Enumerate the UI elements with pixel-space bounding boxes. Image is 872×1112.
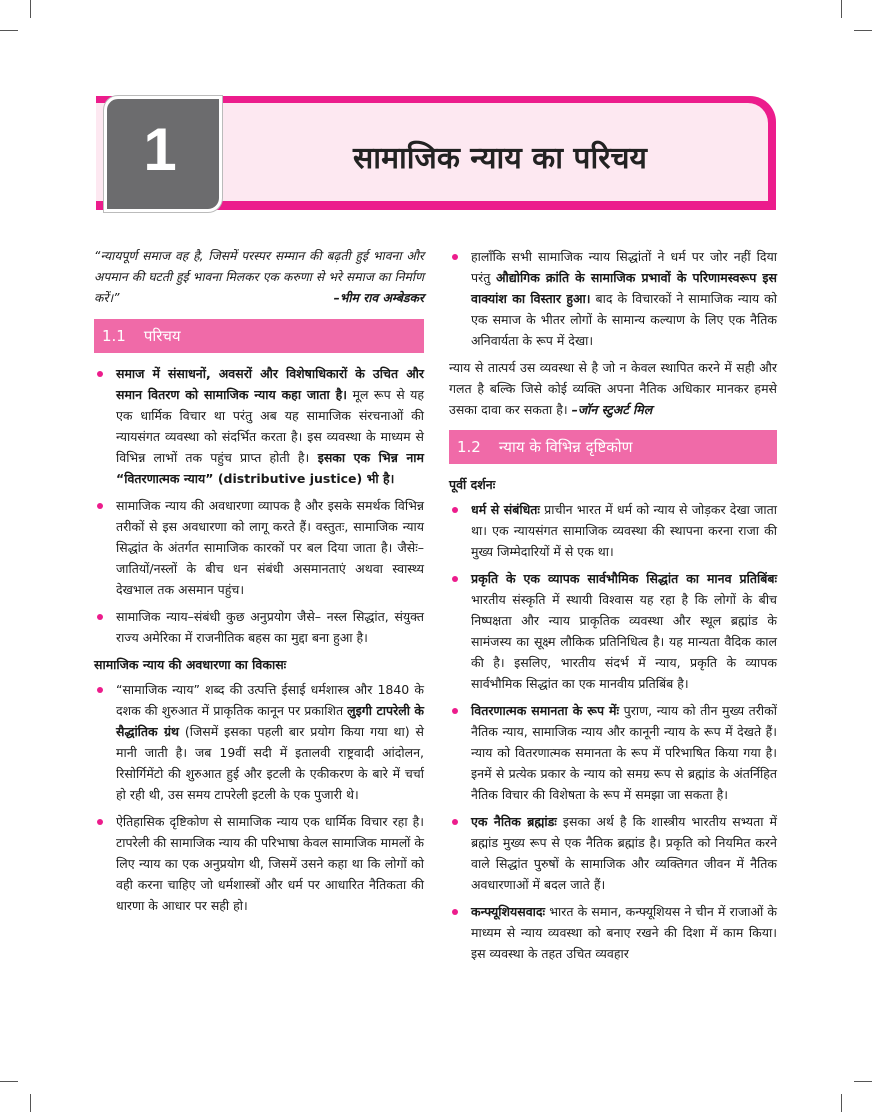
bullet-bold: औद्योगिक क्रांति के सामाजिक प्रभावों के परिणामस्वरूप इस वाक्यांश का विस्तार हुआ।: [471, 270, 778, 306]
bullet-text: प्राचीन भारत में धर्म को न्याय से जोड़कर देखा जाता था। एक न्यायसंगत सामाजिक व्यवस्था की स्थापना करना राजा की मुख्य जिम्मेदारियों में से एक था।: [471, 502, 777, 559]
quote-text: “न्यायपूर्ण समाज वह है, जिसमें परस्पर सम्मान की बढ़ती हुई भावना और अपमान की घटती हुई भावना मिलकर एक करुणा से भरे समाज का निर्माण करें।”: [94, 249, 424, 305]
crop-mark: [0, 1081, 18, 1082]
bullet-bold: धर्म से संबंधितः: [471, 502, 540, 517]
bullet-text: भारतीय संस्कृति में स्थायी विश्वास यह रहा है कि लोगों के बीच निष्पक्षता और न्याय प्राकृतिक व्यवस्था और स्थूल ब्रह्मांड के सामंजस्य का सूक्ष्म लौकिक प्रतिनिधित्व है। यह मान्यता वैदिक काल की है। इसलिए, भारतीय संदर्भ में न्याय, प्रकृति के व्यापक सार्वभौमिक सिद्धांत का एक मानवीय प्रतिबिंब है।: [471, 592, 777, 691]
section-number: 1.2: [457, 438, 481, 456]
right-column: [449, 246, 777, 970]
list-item: [449, 568, 777, 694]
section-title: न्याय के विभिन्न दृष्टिकोण: [498, 438, 633, 456]
bullet-text: मूल रूप से यह एक धार्मिक विचार था परंतु अब यह सामाजिक संरचनाओं की न्यायसंगत व्यवस्था को संदर्भित करता है। इस व्यवस्था के माध्यम से विभिन्न लाभों तक पहुंच प्राप्त होती है।: [116, 387, 424, 465]
chapter-number: 1: [143, 116, 177, 183]
bullet-bold: लुइगी टापरेली के सैद्धांतिक ग्रंथ: [116, 703, 424, 739]
epigraph-quote: [94, 246, 424, 309]
crop-mark: [854, 1081, 872, 1082]
section-heading-approaches: [449, 430, 777, 464]
quote-text: न्याय से तात्पर्य उस व्यवस्था से है जो न केवल स्थापित करने में सही और गलत है बल्कि जिसे कोई व्यक्ति अपना नैतिक अधिकार मानकर हमसे उसका दावा कर सकता है।: [449, 360, 777, 417]
quote-author: –भीम राव अम्बेडकर: [333, 291, 424, 305]
bullet-text: पुराण, न्याय को तीन मुख्य तरीकों नैतिक न्याय, सामाजिक न्याय और कानूनी न्याय के रूप में देखते हैं। न्याय को वितरणात्मक समानता के रूप में परिभाषित किया गया है। इनमें से प्रत्येक प्रकार के न्याय को समग्र रूप से ब्रह्मांड के अंतर्निहित नैतिक विचार की विशेषता के रूप में समझा जा सकता है।: [471, 703, 777, 802]
chapter-title: सामाजिक न्याय का परिचय: [353, 141, 647, 176]
crop-mark: [841, 1094, 842, 1112]
list-item: [94, 679, 424, 805]
crop-mark: [841, 0, 842, 18]
bullet-bold: प्रकृति के एक व्यापक सार्वभौमिक सिद्धांत का मानव प्रतिबिंबः: [471, 571, 777, 586]
bullet-bold: कन्फ्यूशियसवादः: [471, 904, 546, 919]
section-heading-intro: [94, 319, 424, 353]
list-item: [94, 363, 424, 489]
bullet-text: सामाजिक न्याय की अवधारणा व्यापक है और इसके समर्थक विभिन्न तरीकों से इस अवधारणा को लागू करते हैं। वस्तुतः, सामाजिक न्याय सिद्धांत के अंतर्गत सामाजिक कारकों पर बल दिया जाता है। जैसेः– जातियों/नस्लों के बीच धन संबंधी असमानताएं अथवा स्वास्थ्य देखभाल तक असमान पहुंच।: [116, 498, 424, 597]
section-title: परिचय: [143, 327, 181, 345]
list-item: [449, 499, 777, 562]
bullet-text: “सामाजिक न्याय” शब्द की उत्पत्ति ईसाई धर्मशास्त्र और 1840 के दशक की शुरुआत में प्राकृतिक कानून पर प्रकाशित: [116, 682, 424, 718]
bullet-text: भारत के समान, कन्फ्यूशियस ने चीन में राजाओं के माध्यम से न्याय व्यवस्था को बनाए रखने की दिशा में काम किया। इस व्यवस्था के तहत उचित व्यवहार: [471, 904, 777, 961]
list-item: [449, 246, 777, 351]
subheading: पूर्वी दर्शनः: [449, 477, 496, 492]
bullet-bold: वितरणात्मक समानता के रूप मेंः: [471, 703, 620, 718]
bullet-text: सामाजिक न्याय–संबंधी कुछ अनुप्रयोग जैसे– नस्ल सिद्धांत, संयुक्त राज्य अमेरिका में राजनीतिक बहस का मुद्दा बना हुआ है।: [116, 609, 424, 645]
bullet-text: हालाँकि सभी सामाजिक न्याय सिद्धांतों ने धर्म पर जोर नहीं दिया परंतु: [471, 249, 777, 285]
crop-mark: [0, 30, 18, 31]
list-item: [94, 811, 424, 916]
list-item: [94, 495, 424, 600]
bullet-bold: समाज में संसाधनों, अवसरों और विशेषाधिकारों के उचित और समान वितरण को सामाजिक न्याय कहा जाता है।: [116, 366, 424, 402]
quote-author: –जॉन स्टुअर्ट मिल: [571, 402, 653, 417]
bullet-text: इसका अर्थ है कि शास्त्रीय भारतीय सभ्यता में ब्रह्मांड मुख्य रूप से एक नैतिक ब्रह्मांड है। प्रकृति को नियमित करने वाले सिद्धांत पुरुषों के सामाजिक और व्यक्तिगत जीवन में नैतिक अवधारणाओं में बदल जाते हैं।: [471, 814, 778, 892]
quote-block: [449, 357, 777, 420]
bullet-text: बाद के विचारकों ने सामाजिक न्याय को एक समाज के भीतर लोगों के सामान्य कल्याण के लिए एक नैतिक अनिवार्यता के रूप में देखा।: [471, 291, 777, 348]
crop-mark: [30, 1094, 31, 1112]
bullet-text: ऐतिहासिक दृष्टिकोण से सामाजिक न्याय एक धार्मिक विचार रहा है। टापरेली की सामाजिक न्याय की परिभाषा केवल सामाजिक मामलों के लिए न्याय का एक अनुप्रयोग थी, जिसमें उसने कहा था कि लोगों को वही करना चाहिए जो धर्मशास्त्रों और धर्म पर आधारित नैतिकता की धारणा के आधार पर सही हो।: [116, 814, 424, 913]
list-item: [449, 700, 777, 805]
bullet-bold: एक नैतिक ब्रह्मांडः: [471, 814, 557, 829]
bullet-text: (जिसमें इसका पहली बार प्रयोग किया गया था) से मानी जाती है। जब 19वीं सदी में इतालवी राष्ट्रवादी आंदोलन, रिसोर्गिमेंटो की शुरुआत हुई और इटली के एकीकरण के बारे में चर्चा हो रही थी, उस समय टापरेली इटली के एक पुजारी थे।: [116, 724, 424, 802]
crop-mark: [854, 30, 872, 31]
list-item: [449, 811, 777, 895]
left-column: [94, 246, 424, 922]
bullet-bold: इसका एक भिन्न नाम “वितरणात्मक न्याय” (distributive justice) भी है।: [116, 450, 424, 486]
crop-mark: [30, 0, 31, 18]
list-item: [94, 606, 424, 648]
section-number: 1.1: [102, 327, 126, 345]
subheading: सामाजिक न्याय की अवधारणा का विकासः: [94, 657, 287, 672]
list-item: [449, 901, 777, 964]
